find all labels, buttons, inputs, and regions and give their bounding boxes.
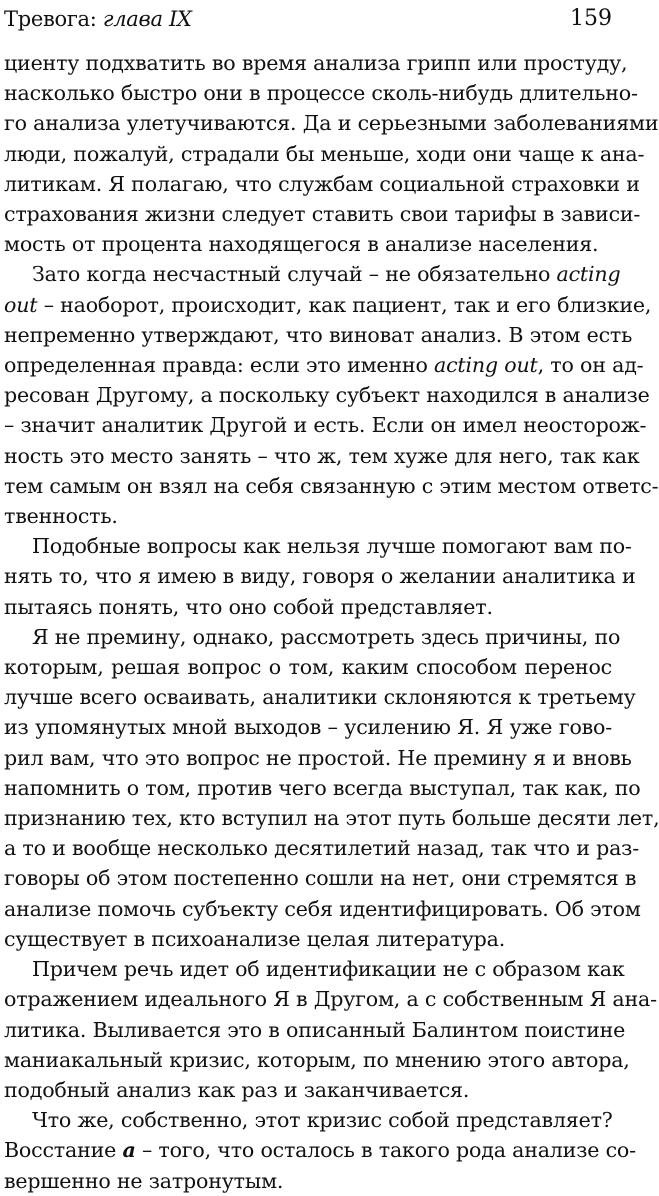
text-line: ресован Другому, а поскольку субъект находился в анализе: [4, 383, 650, 408]
paragraph-1: [4, 48, 659, 259]
text-line: признанию тех, кто вступил на этот путь больше десяти лет,: [4, 806, 659, 831]
body-text: [4, 48, 659, 1196]
paragraph-3: [4, 531, 636, 622]
text-line: литикам. Я полагаю, что службам социальной страховки и: [4, 171, 640, 196]
text-line: маниакальный кризис, которым, по мнению этого автора,: [4, 1047, 630, 1072]
text-line: говоры об этом постепенно сошли на нет, они стремятся в: [4, 866, 637, 891]
text-line: лучше всего осваивать, аналитики склоняются к третьему: [4, 685, 636, 710]
text-line: тем самым он взял на себя связанную с этим местом ответс-: [4, 473, 659, 498]
text-line: подобный анализ как раз и заканчивается.: [4, 1077, 470, 1102]
text-line: а то и вообще несколько десятилетий назад, так что и раз-: [4, 836, 639, 861]
text-line: существует в психоанализе целая литература.: [4, 926, 506, 951]
paragraph-4: [4, 622, 659, 954]
paragraph-5: [4, 954, 657, 1105]
text-line: [4, 290, 652, 320]
running-title: [4, 6, 192, 32]
text-run-italic: acting out: [434, 353, 538, 378]
text-line: отражением идеального Я в Другом, а с собственным Я ана-: [4, 987, 657, 1012]
text-line: литика. Выливается это в описанный Балинтом поистине: [4, 1017, 626, 1042]
text-run-italic: acting: [556, 262, 621, 287]
text-run: Восстание: [4, 1138, 123, 1163]
text-line: Подобные вопросы как нельзя лучше помогают вам по-: [32, 534, 632, 559]
text-line: [4, 350, 644, 380]
text-line: напомнить о том, против чего всегда выступал, так как, по: [4, 775, 641, 800]
text-line: мость от процента находящегося в анализе населения.: [4, 232, 599, 257]
running-title-chapter: глава IX: [102, 7, 192, 31]
text-line: [4, 259, 621, 289]
paragraph-6: [4, 1105, 636, 1196]
paragraph-2: [4, 259, 659, 531]
text-line: из упомянутых мной выходов – усилению Я. Я уже гово-: [4, 715, 612, 740]
text-line: Что же, собственно, этот кризис собой представляет?: [32, 1108, 613, 1133]
text-line: го анализа улетучиваются. Да и серьезными заболеваниями: [4, 111, 659, 136]
text-line: непременно утверждают, что виноват анализ. В этом есть: [4, 322, 633, 347]
text-run: – наоборот, происходит, как пациент, так и его близкие,: [37, 292, 652, 317]
text-run-italic: a: [122, 1138, 136, 1163]
text-line: Я не премину, однако, рассмотреть здесь причины, по: [32, 624, 621, 649]
running-title-main: Тревога:: [4, 7, 103, 31]
text-line: анализе помочь субъекту себя идентифицировать. Об этом: [4, 896, 641, 921]
text-line: которым, решая вопрос о том, каким способом перенос: [4, 655, 612, 680]
text-line: нять то, что я имею в виду, говоря о желании аналитика и: [4, 564, 636, 589]
text-run: Зато когда несчастный случай – не обязательно: [32, 262, 557, 287]
text-line: пытаясь понять, что оно собой представляет.: [4, 594, 493, 619]
page-header: [4, 6, 612, 32]
text-run: определенная правда: если это именно: [4, 353, 434, 378]
text-run: – того, что осталось в такого рода анализе со-: [135, 1138, 636, 1163]
text-line: ность это место занять – что ж, тем хуже для него, так как: [4, 443, 640, 468]
text-run-italic: out: [4, 292, 38, 317]
text-line: люди, пожалуй, страдали бы меньше, ходи они чаще к ана-: [4, 141, 645, 166]
page-number: 159: [570, 6, 612, 31]
text-line: твенность.: [4, 504, 118, 529]
text-line: циенту подхватить во время анализа грипп или простуду,: [4, 51, 628, 75]
text-line: рил вам, что это вопрос не простой. Не премину я и вновь: [4, 745, 632, 770]
text-run: , то он ад-: [537, 353, 644, 378]
text-line: насколько быстро они в процессе сколь-нибудь длительно-: [4, 81, 638, 106]
text-line: страхования жизни следует ставить свои тарифы в зависи-: [4, 202, 641, 227]
text-line: [4, 1135, 636, 1165]
text-line: Причем речь идет об идентификации не с образом как: [32, 957, 625, 982]
text-line: вершенно не затронутым.: [4, 1168, 284, 1193]
text-line: – значит аналитик Другой и есть. Если он имел неосторож-: [4, 413, 647, 438]
